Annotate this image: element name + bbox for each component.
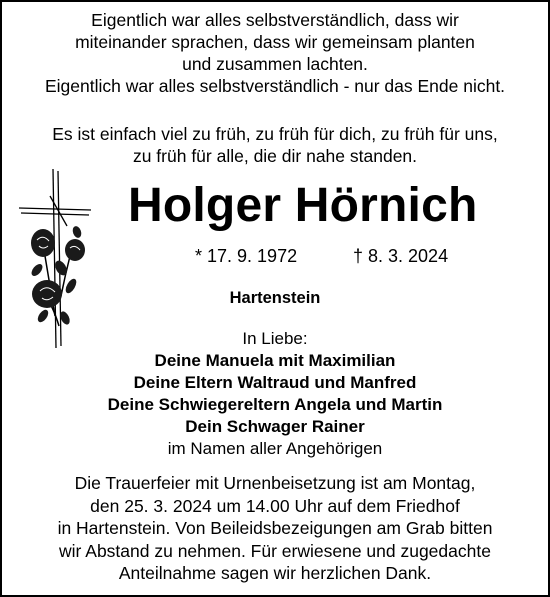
mourner-line: Deine Schwiegereltern Angela und Martin [107,395,443,414]
mourner-line: Deine Manuela mit Maximilian [154,351,396,370]
intro-line: und zusammen lachten. [182,54,368,74]
intro-verse [0,9,550,97]
mourners-outro: im Namen aller Angehörigen [167,439,383,458]
verse-line: zu früh für alle, die dir nahe standen. [132,146,418,166]
service-line: wir Abstand zu nehmen. Für erwiesene und zugedachte [59,540,491,561]
cross-with-roses-icon [15,166,95,352]
service-line: den 25. 3. 2024 um 14.00 Uhr auf dem Friedhof [90,495,460,516]
intro-line: Eigentlich war alles selbstverständlich - nur das Ende nicht. [44,76,506,96]
mourners-intro: In Liebe: [242,329,308,348]
intro-line: Eigentlich war alles selbstverständlich, dass wir [91,10,459,30]
mourner-line: Dein Schwager Rainer [185,417,365,436]
verse-line: Es ist einfach viel zu früh, zu früh für dich, zu früh für uns, [52,124,498,144]
birth-date: * 17. 9. 1972 [195,246,298,266]
service-notice [0,472,550,585]
mourners-list [0,328,550,460]
service-line: Anteilnahme sagen wir herzlichen Dank. [118,563,432,583]
deceased-name: Holger Hörnich [128,179,478,232]
service-line: Die Trauerfeier mit Urnenbeisetzung ist am Montag, [74,473,476,493]
death-date: † 8. 3. 2024 [353,246,449,266]
hometown-label: Hartenstein [229,289,321,307]
second-verse [0,123,550,167]
hometown [0,287,550,309]
mourner-line: Deine Eltern Waltraud und Manfred [133,373,417,392]
service-line: in Hartenstein. Von Beileidsbezeigungen am Grab bitten [57,518,493,538]
intro-line: miteinander sprachen, dass wir gemeinsam planten [75,32,475,52]
